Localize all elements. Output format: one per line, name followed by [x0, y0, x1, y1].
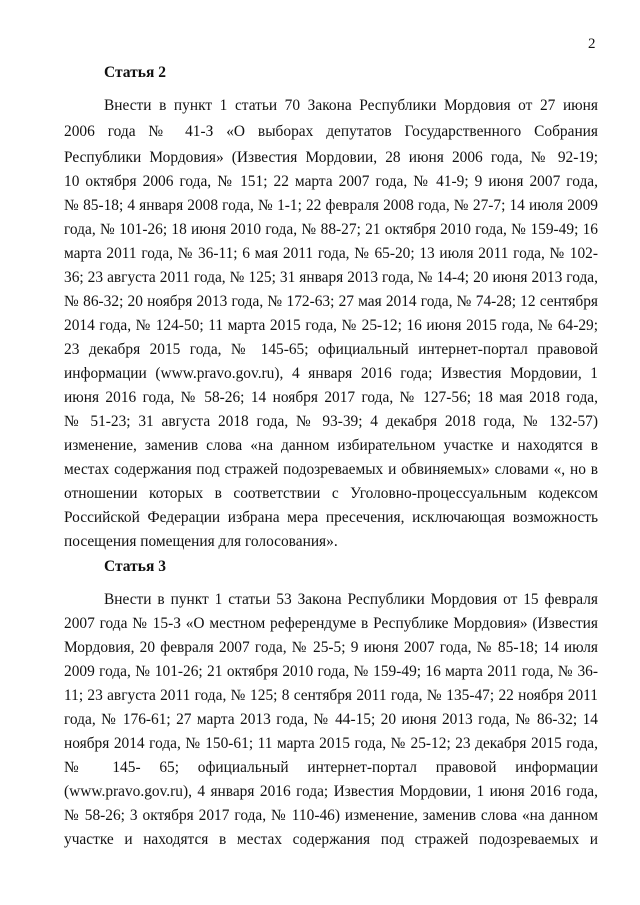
text-line: года, № 176-61; 27 марта 2013 года, № 44-15; 20 июня 2013 года, № 86-32; 14: [64, 711, 598, 728]
text-line: 2014 года, № 124-50; 11 марта 2015 года, № 25-12; 16 июня 2015 года, № 64-29;: [64, 317, 598, 334]
text-line: 36; 23 августа 2011 года, № 125; 31 января 2013 года, № 14-4; 20 июня 2013 года,: [64, 269, 598, 286]
text-line: посещения помещения для голосования».: [64, 533, 338, 550]
text-line: № 86-32; 20 ноября 2013 года, № 172-63; 27 мая 2014 года, № 74-28; 12 сентября: [64, 293, 598, 310]
text-line: участке и находятся в местах содержания под стражей подозреваемых и: [64, 831, 598, 848]
text-line: Внести в пункт 1 статьи 53 Закона Республики Мордовия от 15 февраля: [104, 591, 598, 608]
article-3-heading: Статья 3: [104, 558, 166, 575]
text-line: 10 октября 2006 года, № 151; 22 марта 2007 года, № 41-9; 9 июня 2007 года,: [64, 173, 598, 190]
text-line: № 85-18; 4 января 2008 года, № 1-1; 22 февраля 2008 года, № 27-7; 14 июля 2009: [64, 197, 598, 214]
text-line: № 51-23; 31 августа 2018 года, № 93-39; 4 декабря 2018 года, № 132-57): [64, 413, 598, 430]
text-line: 11; 23 августа 2011 года, № 125; 8 сентября 2011 года, № 135-47; 22 ноября 2011: [64, 687, 598, 704]
text-line: местах содержания под стражей подозреваемых и обвиняемых» словами «, но в: [64, 461, 598, 478]
page-number: 2: [588, 36, 596, 52]
text-line: № 145- 65; официальный интернет-портал правовой информации: [64, 759, 598, 776]
text-line: информации (www.pravo.gov.ru), 4 января 2016 года; Известия Мордовии, 1: [64, 365, 598, 382]
text-line: 23 декабря 2015 года, № 145-65; официальный интернет-портал правовой: [64, 341, 598, 358]
text-line: Российской Федерации избрана мера пресечения, исключающая возможность: [64, 509, 598, 526]
text-line: № 58-26; 3 октября 2017 года, № 110-46) изменение, заменив слова «на данном: [64, 807, 598, 824]
text-line: июня 2016 года, № 58-26; 14 ноября 2017 года, № 127-56; 18 мая 2018 года,: [64, 389, 598, 406]
text-line: отношении которых в соответствии с Уголовно-процессуальным кодексом: [64, 485, 598, 502]
text-line: марта 2011 года, № 36-11; 6 мая 2011 года, № 65-20; 13 июля 2011 года, № 102-: [64, 245, 598, 262]
text-line: изменение, заменив слова «на данном избирательном участке и находятся в: [64, 437, 598, 454]
text-line: (www.pravo.gov.ru), 4 января 2016 года; Известия Мордовии, 1 июня 2016 года,: [64, 783, 598, 800]
text-line: Мордовия, 20 февраля 2007 года, № 25-5; 9 июня 2007 года, № 85-18; 14 июля: [64, 639, 598, 656]
text-line: 2007 года № 15-З «О местном референдуме в Республике Мордовия» (Известия: [64, 615, 598, 632]
text-line: 2006 года № 41-З «О выборах депутатов Государственного Собрания: [64, 123, 598, 140]
text-line: 2009 года, № 101-26; 21 октября 2010 года, № 159-49; 16 марта 2011 года, № 36-: [64, 663, 598, 680]
text-line: года, № 101-26; 18 июня 2010 года, № 88-27; 21 октября 2010 года, № 159-49; 16: [64, 221, 598, 238]
text-line: Республики Мордовия» (Известия Мордовии, 28 июня 2006 года, № 92-19;: [64, 149, 598, 166]
article-2-heading: Статья 2: [104, 64, 166, 81]
text-line: Внести в пункт 1 статьи 70 Закона Республики Мордовия от 27 июня: [104, 97, 598, 114]
text-line: ноября 2014 года, № 150-61; 11 марта 2015 года, № 25-12; 23 декабря 2015 года,: [64, 735, 598, 752]
